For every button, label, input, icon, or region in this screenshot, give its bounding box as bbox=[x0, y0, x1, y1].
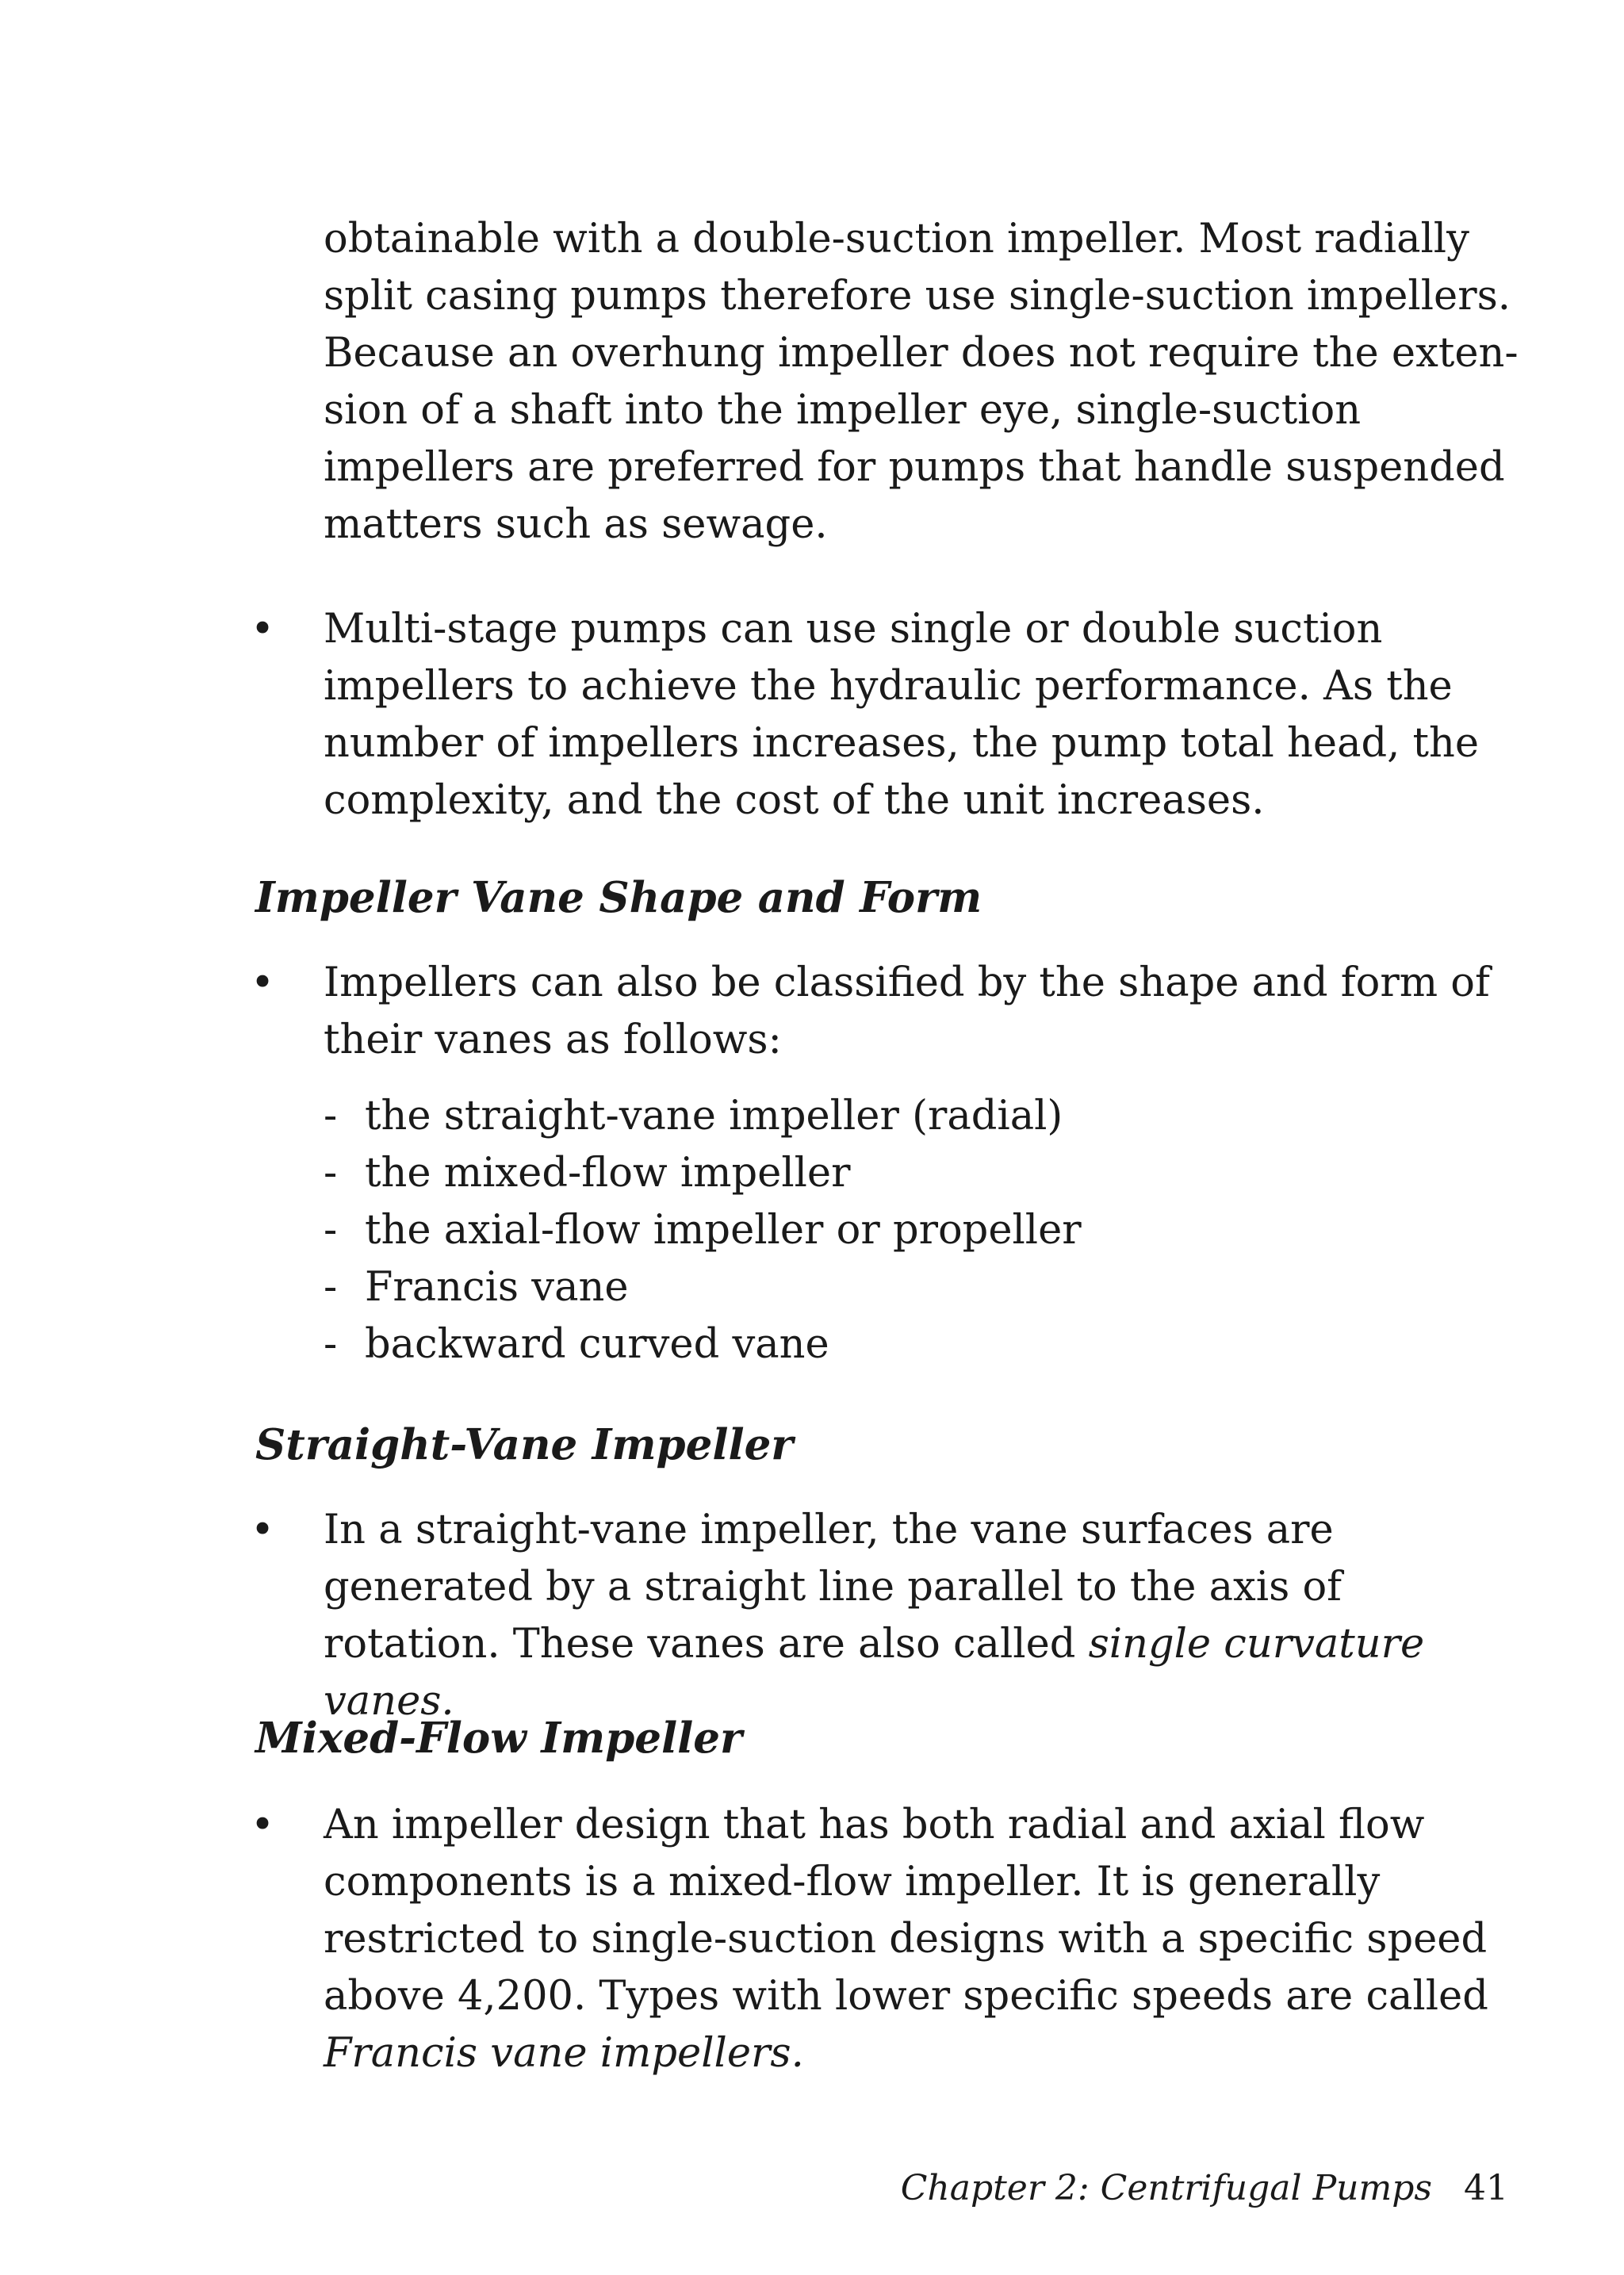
vane-list-item-text: the axial-flow impeller or propeller bbox=[365, 1207, 1082, 1254]
straight-vane-text: In a straight-vane impeller, the vane surfaces are generated by a straight line parallel to the axis of rotation. These vanes are also called bbox=[324, 1507, 1342, 1668]
straight-vane-paragraph bbox=[324, 1502, 1529, 1730]
dash-marker: - bbox=[324, 1150, 338, 1197]
vane-shape-paragraph: Impellers can also be classified by the shape and form of their vanes as follows: bbox=[324, 959, 1490, 1063]
dash-marker: - bbox=[324, 1093, 338, 1139]
vane-list-item bbox=[324, 1259, 629, 1316]
vane-list-item bbox=[324, 1088, 1063, 1145]
dash-marker: - bbox=[324, 1264, 338, 1311]
page-number: 41 bbox=[1464, 2168, 1508, 2208]
mixed-flow-emphasis: Francis vane impellers. bbox=[324, 2030, 804, 2077]
dash-marker: - bbox=[324, 1321, 338, 1368]
straight-vane-emphasis: single curvature vanes. bbox=[324, 1621, 1425, 1725]
continuation-paragraph: obtainable with a double-suction impeller. Most radially split casing pumps therefore use single-suction impellers. Because an overhung impeller does not require the exten-sion of a shaft into the impeller eye, single-suction impellers are preferred for pumps that handle suspended matters such as sewage. bbox=[324, 216, 1519, 548]
vane-list-item bbox=[324, 1316, 829, 1373]
bullet-multistage: • bbox=[251, 606, 275, 653]
heading-straight-vane: Straight-Vane Impeller bbox=[255, 1420, 794, 1469]
vane-list-item-text: the mixed-flow impeller bbox=[365, 1150, 851, 1197]
mixed-flow-paragraph bbox=[324, 1797, 1529, 2082]
heading-vane-shape: Impeller Vane Shape and Form bbox=[255, 873, 982, 922]
bullet-vane-shape: • bbox=[251, 959, 275, 1006]
vane-list-item-text: Francis vane bbox=[365, 1264, 629, 1311]
page-footer bbox=[901, 2165, 1508, 2212]
bullet-mixed-flow: • bbox=[251, 1802, 275, 1848]
heading-mixed-flow: Mixed-Flow Impeller bbox=[255, 1714, 742, 1763]
bullet-straight-vane: • bbox=[251, 1507, 275, 1553]
vane-list-item bbox=[324, 1202, 1082, 1259]
dash-marker: - bbox=[324, 1207, 338, 1254]
vane-list-item-text: the straight-vane impeller (radial) bbox=[365, 1093, 1063, 1139]
running-footer-chapter: Chapter 2: Centrifugal Pumps bbox=[900, 2168, 1432, 2208]
mixed-flow-text: An impeller design that has both radial and axial flow components is a mixed-flow impeller. It is generally restricted to single-suction designs with a specific speed above 4,200. Types with lower specific speeds are called bbox=[324, 1802, 1488, 2020]
multistage-paragraph: Multi-stage pumps can use single or double suction impellers to achieve the hydraulic performance. As the number of impellers increases, the pump total head, the complexity, and the cost of the unit increases. bbox=[324, 606, 1480, 824]
vane-list-item bbox=[324, 1145, 851, 1202]
vane-list-item-text: backward curved vane bbox=[365, 1321, 829, 1368]
